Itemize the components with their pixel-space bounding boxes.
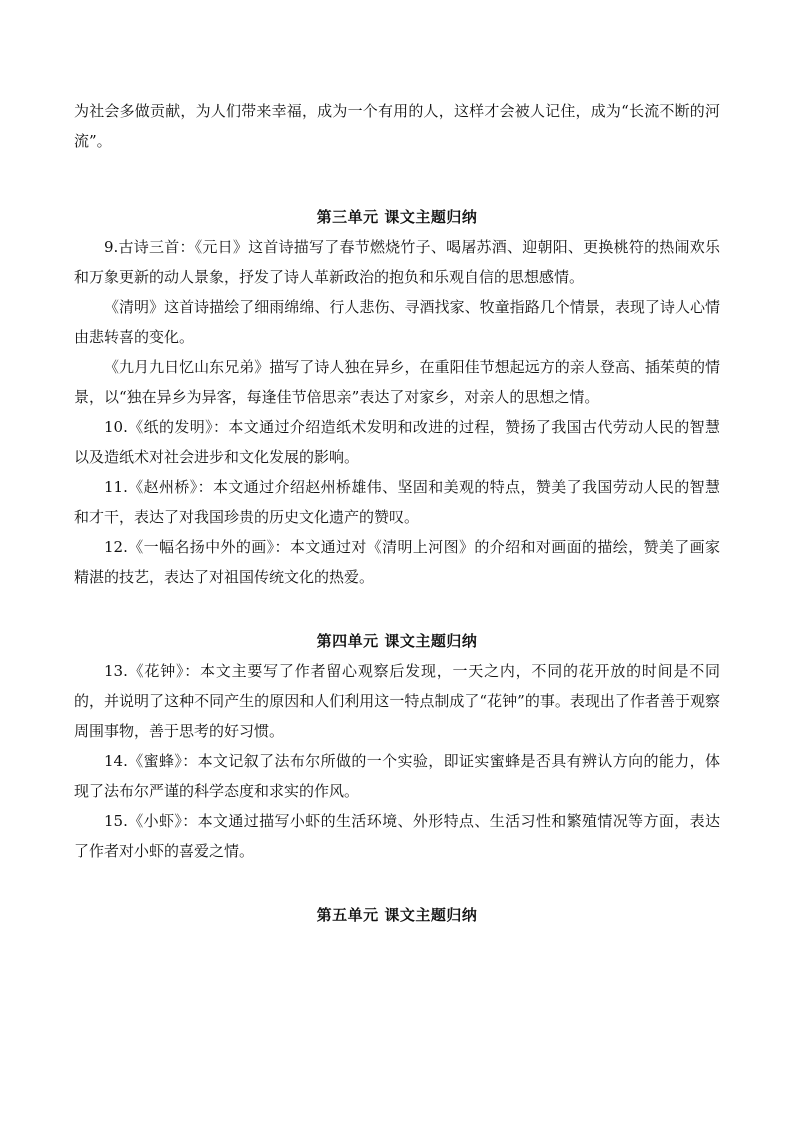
unit-4-paragraph-flower-clock: 13.《花钟》：本文主要写了作者留心观察后发现，一天之内，不同的花开放的时间是不同的，并说明了这种不同产生的原因和人们利用这一特点制成了“花钟”的事。表现出了作者善于观察周围事物，善于思考的好习惯。: [74, 662, 720, 740]
document-content: [74, 96, 720, 930]
unit-4-paragraph-bees: 14.《蜜蜂》：本文记叙了法布尔所做的一个实验，即证实蜜蜂是否具有辨认方向的能力，体现了法布尔严谨的科学态度和求实的作风。: [74, 752, 720, 800]
unit-3-paragraph-paper: 10.《纸的发明》：本文通过介绍造纸术发明和改进的过程，赞扬了我国古代劳动人民的智慧以及造纸术对社会进步和文化发展的影响。: [74, 418, 720, 466]
unit-5-heading: 第五单元 课文主题归纳: [316, 906, 478, 924]
unit-4-paragraph-shrimp: 15.《小虾》：本文通过描写小虾的生活环境、外形特点、生活习性和繁殖情况等方面，表达了作者对小虾的喜爱之情。: [74, 812, 720, 860]
intro-paragraph: 为社会多做贡献，为人们带来幸福，成为一个有用的人，这样才会被人记住，成为“长流不断的河流”。: [74, 102, 720, 150]
unit-3-paragraph-poems: 9.古诗三首：《元日》这首诗描写了春节燃烧竹子、喝屠苏酒、迎朝阳、更换桃符的热闹欢乐和万象更新的动人景象，抒发了诗人革新政治的抱负和乐观自信的思想感情。: [74, 238, 720, 286]
unit-3-paragraph-painting: 12.《一幅名扬中外的画》：本文通过对《清明上河图》的介绍和对画面的描绘，赞美了画家精湛的技艺，表达了对祖国传统文化的热爱。: [74, 538, 720, 586]
unit-3-paragraph-qingming: 《清明》这首诗描绘了细雨绵绵、行人悲伤、寻酒找家、牧童指路几个情景，表现了诗人心情由悲转喜的变化。: [74, 298, 720, 346]
unit-3-heading: 第三单元 课文主题归纳: [316, 208, 478, 226]
unit-3-paragraph-zhaozhou-bridge: 11.《赵州桥》：本文通过介绍赵州桥雄伟、坚固和美观的特点，赞美了我国劳动人民的智慧和才干，表达了对我国珍贵的历史文化遗产的赞叹。: [74, 478, 720, 526]
unit-3-paragraph-jiuyue: 《九月九日忆山东兄弟》描写了诗人独在异乡，在重阳佳节想起远方的亲人登高、插茱萸的情景，以“独在异乡为异客，每逢佳节倍思亲”表达了对家乡，对亲人的思想之情。: [74, 358, 720, 406]
unit-4-heading: 第四单元 课文主题归纳: [316, 632, 478, 650]
